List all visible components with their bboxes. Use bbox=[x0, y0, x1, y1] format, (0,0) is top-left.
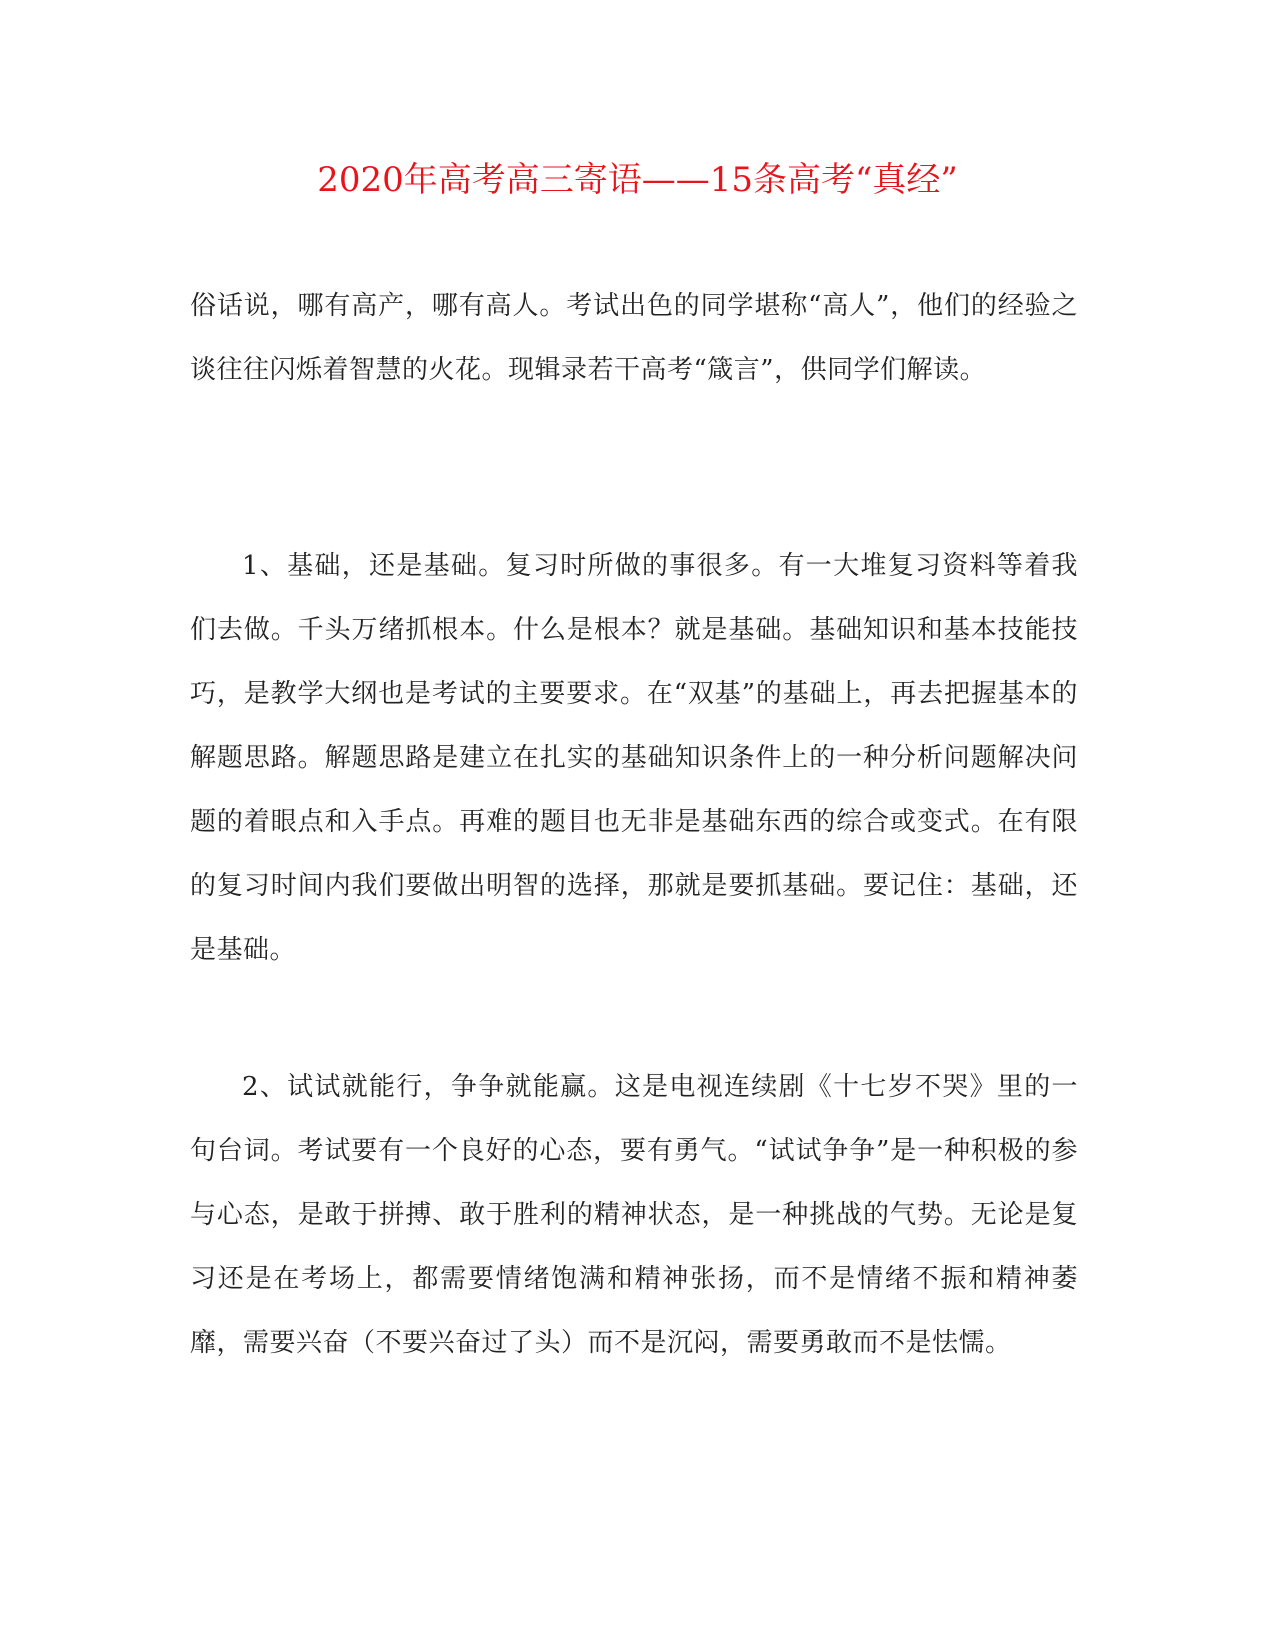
document-title: 2020年高考高三寄语——15条高考“真经” bbox=[317, 160, 958, 200]
paragraph-item-1: 1、基础，还是基础。复习时所做的事很多。有一大堆复习资料等着我们去做。千头万绪抓根本。什么是根本？就是基础。基础知识和基本技能技巧，是教学大纲也是考试的主要要求。在“双基”的基础上，再去把握基本的解题思路。解题思路是建立在扎实的基础知识条件上的一种分析问题解决问题的着眼点和入手点。再难的题目也无非是基础东西的综合或变式。在有限的复习时间内我们要做出明智的选择，那就是要抓基础。要记住：基础，还是基础。 bbox=[190, 551, 1078, 965]
paragraph-item-2: 2、试试就能行，争争就能赢。这是电视连续剧《十七岁不哭》里的一句台词。考试要有一个良好的心态，要有勇气。“试试争争”是一种积极的参与心态，是敢于拼搏、敢于胜利的精神状态，是一种挑战的气势。无论是复习还是在考场上，都需要情绪饱满和精神张扬，而不是情绪不振和精神萎靡，需要兴奋（不要兴奋过了头）而不是沉闷，需要勇敢而不是怯懦。 bbox=[190, 1072, 1078, 1358]
intro-paragraph: 俗话说，哪有高产，哪有高人。考试出色的同学堪称“高人”，他们的经验之谈往往闪烁着智慧的火花。现辑录若干高考“箴言”，供同学们解读。 bbox=[190, 291, 1078, 385]
